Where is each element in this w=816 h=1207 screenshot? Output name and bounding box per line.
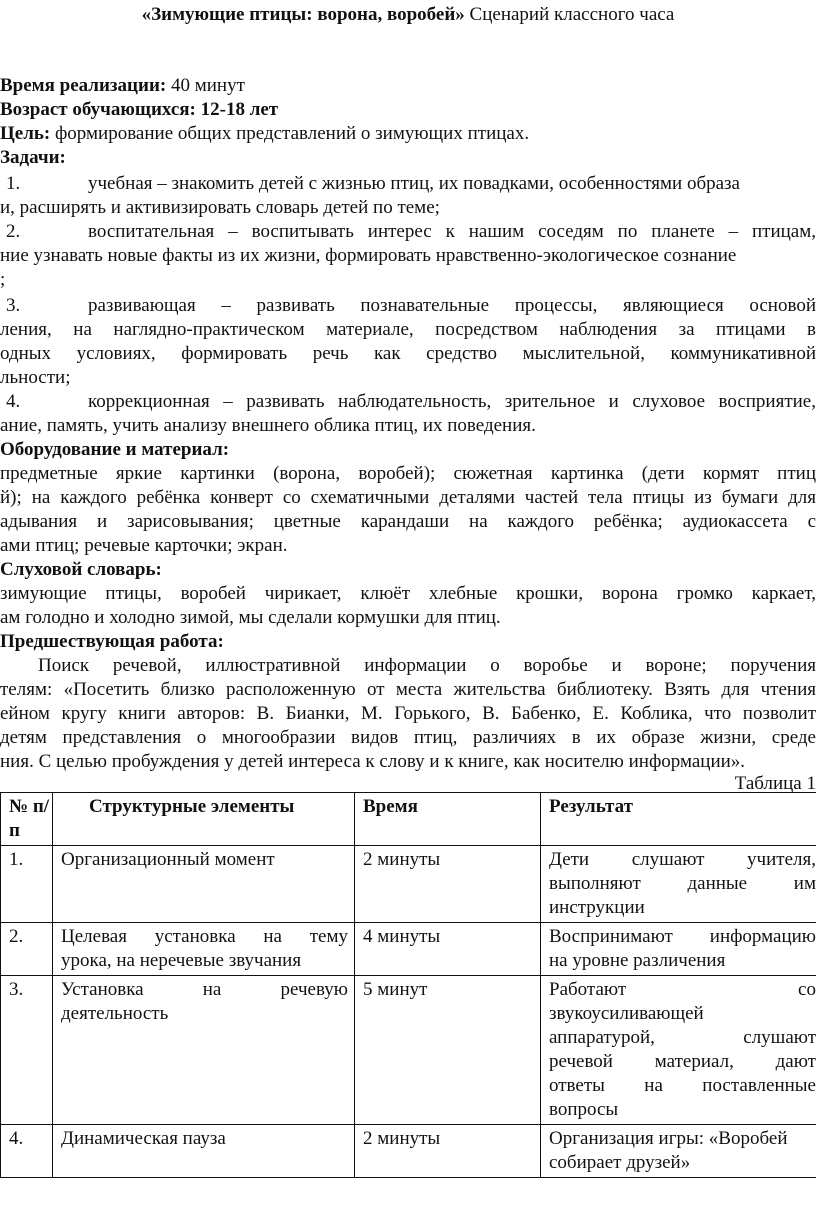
equipment-heading: Оборудование и материал: — [0, 439, 230, 460]
prework-line: ейном кругу книги авторов: В. Бианки, М. Горького, В. Бабенко, Е. Коблика, что позволит — [0, 703, 816, 724]
table-row — [1, 976, 816, 1125]
prework-line: Поиск речевой, иллюстративной информации о воробье и вороне; поручения — [38, 655, 816, 676]
vocabulary-line: ам голодно и холодно зимой, мы сделали кормушки для птиц. — [0, 607, 501, 628]
equipment-line: предметные яркие картинки (ворона, воробей); сюжетная картинка (дети кормят птиц — [0, 463, 816, 484]
row-element: Установка на речевую деятельность — [53, 976, 355, 1125]
task-line: ; — [0, 269, 6, 290]
row-time: 5 минут — [355, 976, 541, 1125]
table-caption: Таблица 1 — [734, 773, 816, 794]
prework-line: ния. С целью пробуждения у детей интереса к слову и к книге, как носителю информации». — [0, 751, 746, 772]
structure-table — [0, 792, 816, 1178]
table-row — [1, 1125, 816, 1178]
task-number: 1. — [6, 173, 21, 194]
goal-value: формирование общих представлений о зимующих птицах. — [50, 123, 530, 144]
time-line — [0, 74, 245, 98]
time-label: Время реализации: — [0, 75, 167, 96]
row-number: 4. — [1, 1125, 53, 1178]
header-time: Время — [355, 793, 541, 846]
task-line: и, расширять и активизировать словарь детей по теме; — [0, 197, 440, 218]
row-time: 2 минуты — [355, 1125, 541, 1178]
row-result: Дети слушают учителя, выполняют данные им инструкции — [541, 846, 816, 923]
task-number: 2. — [6, 221, 21, 242]
title-bold: «Зимующие птицы: ворона, воробей» — [141, 4, 465, 25]
goal-line — [0, 122, 529, 146]
header-result: Результат — [541, 793, 816, 846]
time-value: 40 минут — [166, 75, 245, 96]
table-header-row — [1, 793, 816, 846]
equipment-line: адывания и зарисовывания; цветные карандаши на каждого ребёнка; аудиокассета с — [0, 511, 816, 532]
row-element: Организационный момент — [53, 846, 355, 923]
row-result: Работают со звукоусиливающей аппаратурой, слушают речевой материал, дают ответы на поставленные вопросы — [541, 976, 816, 1125]
row-element: Целевая установка на тему урока, на неречевые звучания — [53, 923, 355, 976]
task-line: развивающая – развивать познавательные процессы, являющиеся основой — [88, 295, 816, 316]
task-line: одных условиях, формировать речь как средство мыслительной, коммуникативной — [0, 343, 816, 364]
row-result: Воспринимают информацию на уровне различения — [541, 923, 816, 976]
row-result: Организация игры: «Воробей собирает друзей» — [541, 1125, 816, 1178]
row-time: 2 минуты — [355, 846, 541, 923]
task-line: ние узнавать новые факты из их жизни, формировать нравственно-экологическое сознание — [0, 245, 737, 266]
task-line: льности; — [0, 367, 71, 388]
table-row — [1, 923, 816, 976]
row-element: Динамическая пауза — [53, 1125, 355, 1178]
document-title — [0, 2, 816, 28]
goal-label: Цель: — [0, 123, 51, 144]
task-line: учебная – знакомить детей с жизнью птиц, их повадками, особенностями образа — [88, 173, 740, 194]
vocabulary-heading: Слуховой словарь: — [0, 559, 162, 580]
table-row — [1, 846, 816, 923]
header-number: № п/п — [1, 793, 53, 846]
task-line: воспитательная – воспитывать интерес к нашим соседям по планете – птицам, — [88, 221, 816, 242]
task-line: ание, память, учить анализу внешнего облика птиц, их поведения. — [0, 415, 536, 436]
row-time: 4 минуты — [355, 923, 541, 976]
header-elements: Структурные элементы — [53, 793, 355, 846]
vocabulary-line: зимующие птицы, воробей чирикает, клюёт хлебные крошки, ворона громко каркает, — [0, 583, 816, 604]
title-normal: Сценарий классного часа — [464, 4, 675, 25]
row-number: 1. — [1, 846, 53, 923]
task-number: 4. — [6, 391, 21, 412]
task-line: ления, на наглядно-практическом материале, посредством наблюдения за птицами в — [0, 319, 816, 340]
prework-heading: Предшествующая работа: — [0, 631, 224, 652]
tasks-heading: Задачи: — [0, 147, 66, 168]
equipment-line: ами птиц; речевые карточки; экран. — [0, 535, 288, 556]
row-number: 3. — [1, 976, 53, 1125]
task-line: коррекционная – развивать наблюдательность, зрительное и слуховое восприятие, — [88, 391, 816, 412]
equipment-line: й); на каждого ребёнка конверт со схематичными деталями частей тела птицы из бумаги для — [0, 487, 816, 508]
row-number: 2. — [1, 923, 53, 976]
prework-line: детям представления о многообразии видов птиц, различиях в их образе жизни, среде — [0, 727, 816, 748]
age-line: Возраст обучающихся: 12-18 лет — [0, 99, 279, 120]
task-number: 3. — [6, 295, 21, 316]
prework-line: телям: «Посетить близко расположенную от места жительства библиотеку. Взять для чтения — [0, 679, 816, 700]
